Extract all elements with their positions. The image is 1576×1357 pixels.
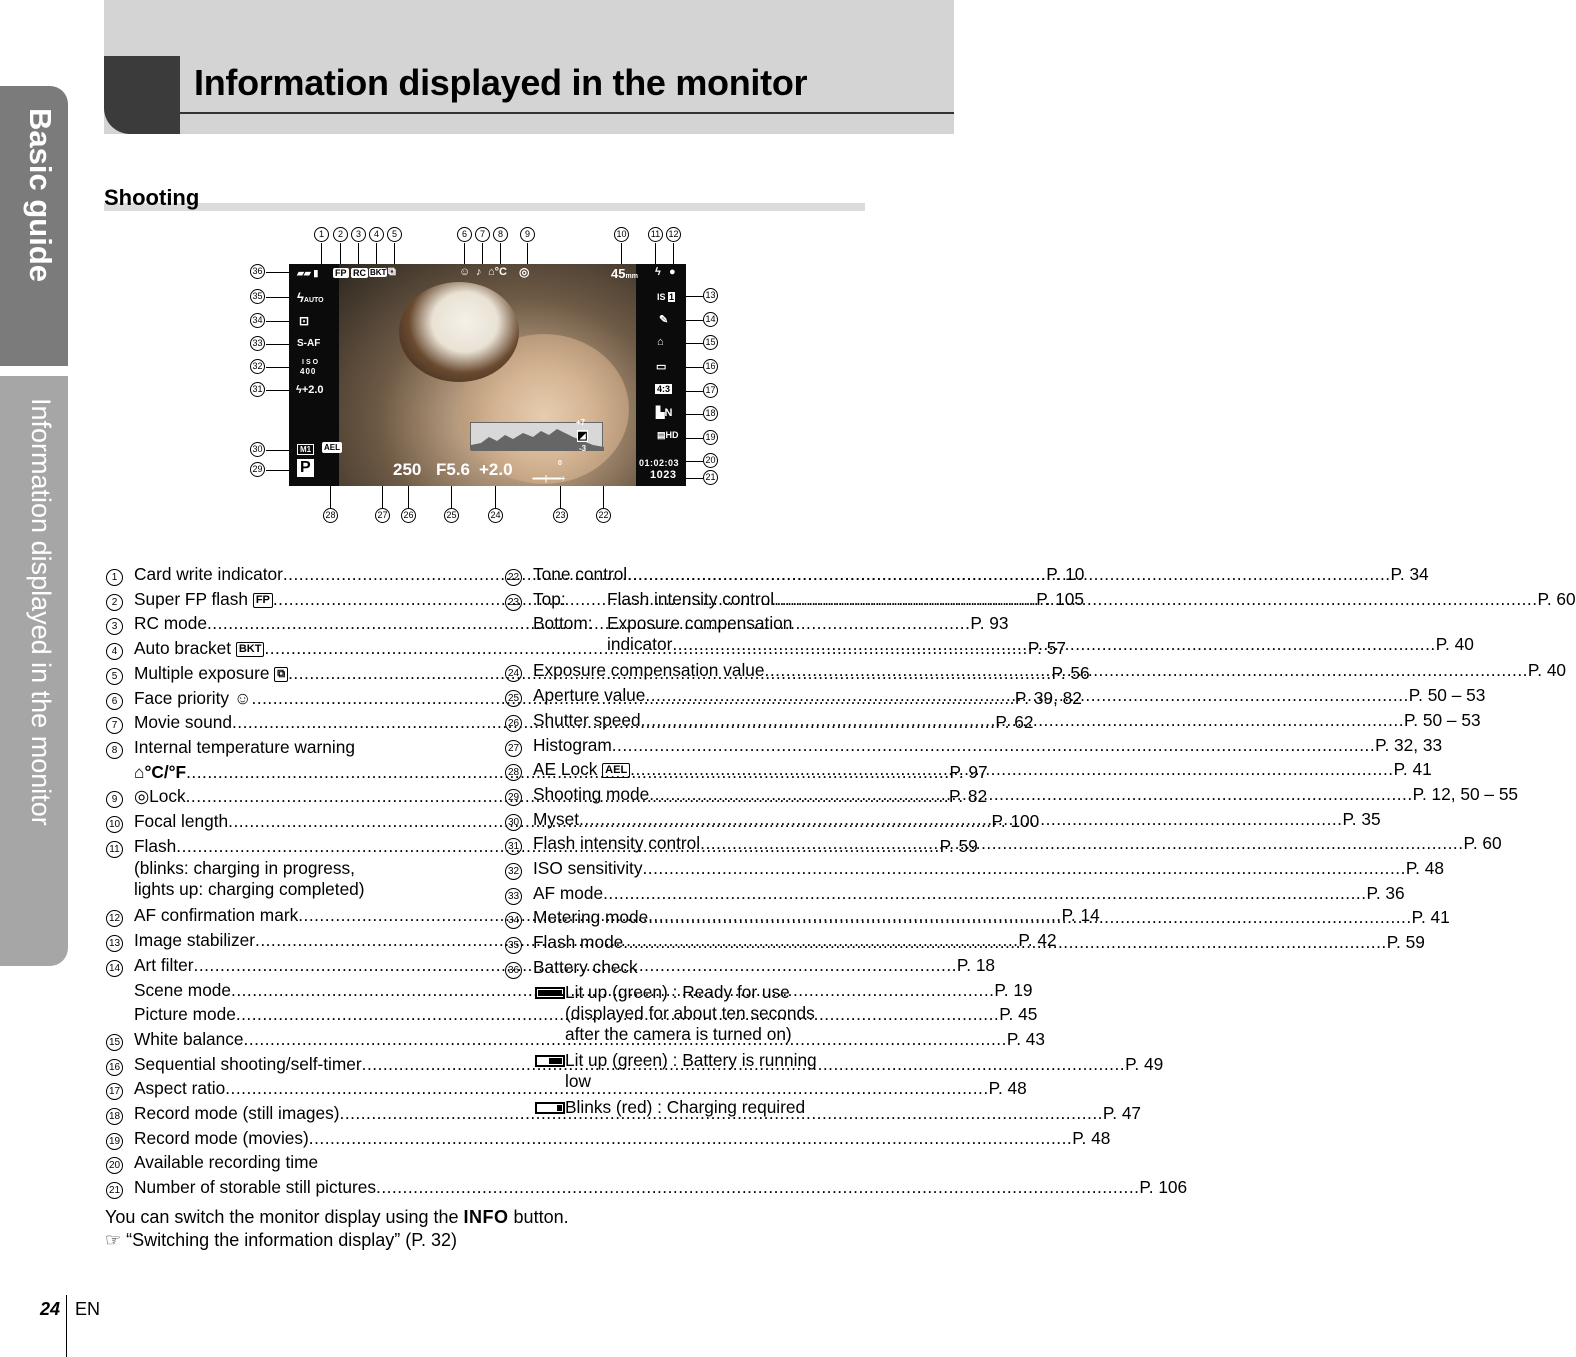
callout-13: 13: [703, 288, 718, 303]
recording-time: 01:02:03: [639, 458, 680, 468]
page-title: Information displayed in the monitor: [194, 62, 808, 103]
legend-item-18: 18 Record mode (still images) ..... P. 47: [106, 1101, 464, 1126]
super-fp-icon: FP: [253, 593, 273, 608]
callout-11: 11: [648, 227, 663, 242]
legend-item-35: 35 Flash mode ..... P. 59: [505, 930, 863, 955]
aspect-ratio: 4:3: [657, 384, 671, 394]
callout-35: 35: [250, 289, 265, 304]
legend-item-11-note1: (blinks: charging in progress,: [134, 858, 355, 879]
battery-icon: ▰▰ ▮: [297, 268, 319, 278]
monitor-screen: [289, 264, 686, 486]
preview-photo: [339, 264, 636, 486]
flash-icon: ϟ: [655, 266, 661, 278]
exposure-scale-zero: 0: [558, 460, 562, 467]
callout-34: 34: [250, 313, 265, 328]
battery-empty-icon: [535, 1102, 565, 1114]
legend-item-19: 19 Record mode (movies) ..... P. 48: [106, 1126, 464, 1151]
legend-item-17: 17 Aspect ratio ..... P. 48: [106, 1076, 464, 1101]
page-number-divider: [66, 1295, 67, 1357]
callout-23: 23: [553, 508, 568, 523]
side-tab-basic-guide: [0, 86, 68, 366]
legend-item-32: 32 ISO sensitivity ..... P. 48: [505, 856, 863, 881]
super-fp-icon: FP: [335, 268, 347, 278]
side-tab-info-monitor-label: Information displayed in the monitor: [26, 398, 56, 826]
legend-item-5: 5 Multiple exposure ⧉ ..... P. 56: [106, 661, 464, 686]
callout-1: 1: [314, 227, 329, 242]
page-number: 24: [40, 1299, 61, 1319]
record-mode-still: ▙N: [656, 407, 673, 419]
callout-12: 12: [666, 227, 681, 242]
legend-item-8: 8 Internal temperature warning: [106, 735, 464, 760]
legend-item-14: 14 Art filter ..... P. 18: [106, 953, 464, 978]
callout-26: 26: [401, 508, 416, 523]
storable-count: 1023: [650, 469, 677, 481]
legend-item-24: 24 Exposure compensation value ..... P. 40: [505, 658, 863, 683]
tone-control-icon: ◩: [577, 430, 588, 442]
legend-item-34: 34 Metering mode ..... P. 41: [505, 905, 863, 930]
battery-low-row: Lit up (green) : Battery is running low: [505, 1048, 863, 1092]
callout-14: 14: [703, 312, 718, 327]
callout-9: 9: [520, 227, 535, 242]
battery-full-row: Lit up (green) : Ready for use (displayed for about ten seconds after the camera is turned on): [505, 980, 863, 1045]
bracket-icon: BKT: [370, 268, 387, 277]
shooting-mode: P: [297, 459, 314, 477]
record-mode-movie: ▤HD: [657, 430, 679, 440]
callout-4: 4: [369, 227, 384, 242]
legend-item-1: 1 Card write indicator ..... P. 10: [106, 562, 464, 587]
myset-icon: M1: [297, 444, 314, 455]
legend-item-8-cont: ⌂°C/°F ..... P. 97: [106, 760, 464, 785]
callout-29: 29: [250, 462, 265, 477]
flash-comp: ϟ+2.0: [296, 384, 324, 396]
section-title: Shooting: [104, 185, 200, 210]
legend-item-36: 36 Battery check: [505, 955, 863, 980]
legend-item-33: 33 AF mode ..... P. 36: [505, 881, 863, 906]
af-mode: S-AF: [297, 338, 321, 349]
callout-3: 3: [351, 227, 366, 242]
focal-length: 45mm: [611, 266, 638, 281]
multiple-exposure-icon: ⧉: [274, 667, 288, 682]
callout-15: 15: [703, 335, 718, 350]
legend-item-25: 25 Aperture value ..... P. 50 – 53: [505, 683, 863, 708]
callout-33: 33: [250, 336, 265, 351]
legend-item-23-bottom-cont: indicator ..... P. 40: [505, 634, 863, 655]
section-rule: [104, 203, 865, 211]
legend-item-16: 16 Sequential shooting/self-timer ..... P. 49: [106, 1052, 464, 1077]
header-accent: [104, 56, 180, 134]
legend-item-31: 31 Flash intensity control ..... P. 60: [505, 831, 863, 856]
side-tab-basic-guide-label: Basic guide: [23, 108, 58, 282]
page-language: EN: [75, 1299, 101, 1319]
battery-empty-row: Blinks (red) : Charging required: [505, 1095, 863, 1120]
legend-item-11-note2: lights up: charging completed): [134, 879, 365, 900]
tone-bottom: -3: [579, 444, 587, 453]
callout-27: 27: [375, 508, 390, 523]
callout-8: 8: [493, 227, 508, 242]
header-rule: [180, 112, 954, 114]
callout-17: 17: [703, 383, 718, 398]
legend-item-30: 30 Myset ..... P. 35: [505, 807, 863, 832]
flash-mode-icon: ϟAUTO: [297, 290, 324, 305]
legend-item-7: 7 Movie sound ..... P. 62: [106, 710, 464, 735]
legend-item-2: 2 Super FP flash FP ..... P. 105: [106, 587, 464, 612]
battery-low-icon: [535, 1055, 565, 1067]
exposure-comp: +2.0: [479, 460, 513, 479]
ae-lock-icon: AEL: [602, 763, 630, 778]
legend-item-28: 28 AE Lock AEL ..... P. 41: [505, 757, 863, 782]
legend-item-23-bottom: Bottom: Exposure compensation: [533, 613, 793, 634]
iso-value: 400: [300, 367, 317, 376]
reference-pointer-icon: ☞: [105, 1230, 122, 1250]
callout-21: 21: [703, 470, 718, 485]
callout-20: 20: [703, 453, 718, 468]
callout-6: 6: [457, 227, 472, 242]
exposure-scale: ▪▪▪▪▪▪▪|▪▪▪▪▪▪▪▪+: [532, 474, 565, 483]
movie-sound-icon: ♪: [476, 266, 482, 278]
iso-label: ISO: [302, 359, 321, 366]
legend-item-29: 29 Shooting mode ..... P. 12, 50 – 55: [505, 782, 863, 807]
legend-item-9: 9 ◎Lock ..... P. 82: [106, 784, 464, 809]
ae-lock-icon: AEL: [324, 443, 340, 452]
tone-top: +7: [576, 418, 586, 427]
white-balance-icon: ⌂: [657, 336, 664, 348]
legend-item-14-scene: Scene mode ..... P. 19: [106, 978, 464, 1003]
shutter-speed: 250: [393, 460, 422, 479]
temperature-warning-icon: ⌂°C: [488, 266, 507, 278]
legend-item-13: 13 Image stabilizer ..... P. 42: [106, 928, 464, 953]
legend-item-20: 20 Available recording time: [106, 1150, 464, 1175]
callout-24: 24: [488, 508, 503, 523]
image-stabilizer: IS 1: [657, 292, 675, 302]
callout-28: 28: [323, 508, 338, 523]
battery-full-icon: [535, 987, 565, 999]
callout-10: 10: [614, 227, 629, 242]
lock-icon: ◎: [134, 786, 150, 807]
legend-item-4: 4 Auto bracket BKT ..... P. 57: [106, 636, 464, 661]
legend-item-21: 21 Number of storable still pictures ..... P. 106: [106, 1175, 464, 1200]
footer-note: You can switch the monitor display using the INFO button. ☞ “Switching the information display” (P. 32): [105, 1207, 569, 1250]
callout-32: 32: [250, 359, 265, 374]
callout-7: 7: [475, 227, 490, 242]
temperature-warning-icon: ⌂: [134, 761, 145, 782]
legend-item-23: 23 Top: Flash intensity control ..... P. 60: [505, 587, 863, 612]
aperture: F5.6: [436, 460, 471, 479]
legend-item-15: 15 White balance ..... P. 43: [106, 1027, 464, 1052]
legend-item-6: 6 Face priority ☺ ..... P. 39, 82: [106, 686, 464, 711]
callout-16: 16: [703, 359, 718, 374]
monitor-diagram: [240, 222, 740, 532]
legend-item-10: 10 Focal length ..... P. 100: [106, 809, 464, 834]
legend-item-26: 26 Shutter speed ..... P. 50 – 53: [505, 708, 863, 733]
side-tab-info-monitor: [0, 376, 68, 966]
legend-item-3: 3 RC mode ..... P. 93: [106, 611, 464, 636]
callout-5: 5: [387, 227, 402, 242]
af-confirm-icon: ●: [669, 266, 676, 278]
legend-item-12: 12 AF confirmation mark ..... P. 14: [106, 903, 464, 928]
callout-19: 19: [703, 430, 718, 445]
callout-25: 25: [444, 508, 459, 523]
info-button-label: INFO: [463, 1207, 509, 1227]
sequential-icon: ▭: [656, 361, 667, 373]
legend-item-22: 22 Tone control ..... P. 34: [505, 562, 863, 587]
legend-item-11: 11 Flash ..... P. 59: [106, 834, 464, 859]
bracket-icon: BKT: [236, 642, 265, 657]
metering-icon: ⊡: [299, 314, 310, 328]
callout-30: 30: [250, 442, 265, 457]
callout-18: 18: [703, 406, 718, 421]
callout-22: 22: [596, 508, 611, 523]
lock-icon: ◎: [519, 265, 530, 279]
callout-31: 31: [250, 382, 265, 397]
callout-2: 2: [333, 227, 348, 242]
rc-icon: RC: [353, 268, 366, 278]
art-filter-icon: ✎: [659, 314, 669, 326]
legend-item-14-picture: Picture mode ..... P. 45: [106, 1002, 464, 1027]
multiple-exposure-icon: ⧉: [388, 266, 396, 278]
callout-36: 36: [250, 264, 265, 279]
legend-item-27: 27 Histogram ..... P. 32, 33: [505, 733, 863, 758]
face-priority-icon: ☺: [459, 266, 471, 278]
